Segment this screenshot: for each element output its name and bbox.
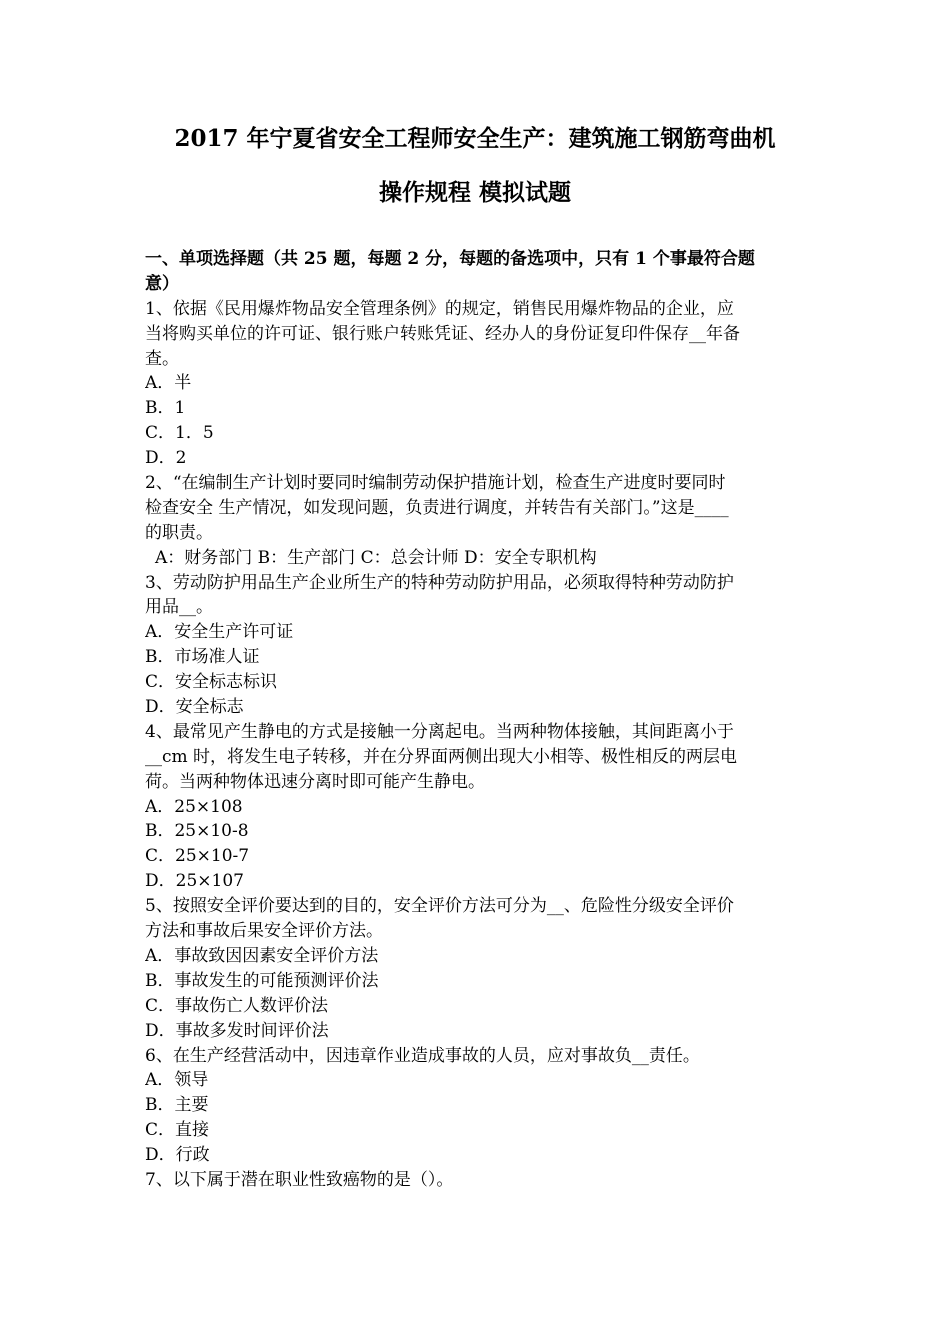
question-text: 2、“在编制生产计划时要同时编制劳动保护措施计划，检查生产进度时要同时 <box>145 473 726 494</box>
question-text: 查。 <box>145 348 179 369</box>
document-title-line-1: 2017 年宁夏省安全工程师安全生产：建筑施工钢筋弯曲机 <box>174 125 776 152</box>
answer-option: D．安全标志 <box>145 697 244 718</box>
answer-option: D．事故多发时间评价法 <box>145 1020 329 1041</box>
answer-option: C．安全标志标识 <box>145 672 278 693</box>
question-list <box>145 297 810 1193</box>
question-text: 4、最常见产生静电的方式是接触一分离起电。当两种物体接触，其间距离小于 <box>145 721 734 742</box>
answer-option: A．事故致因因素安全评价方法 <box>145 945 379 966</box>
answer-option: C．25×10-7 <box>145 846 250 867</box>
answer-option: B．市场准人证 <box>145 647 260 668</box>
question-text: 的职责。 <box>145 522 213 543</box>
answer-option: B．25×10-8 <box>145 821 249 842</box>
answer-option: A．领导 <box>145 1070 209 1091</box>
question-text: 检查安全 生产情况，如发现问题，负责进行调度，并转告有关部门。”这是____ <box>145 497 729 518</box>
question-text: 6、在生产经营活动中，因违章作业造成事故的人员，应对事故负__责任。 <box>145 1045 700 1066</box>
answer-option: B．1 <box>145 398 186 419</box>
question-text: 荷。当两种物体迅速分离时即可能产生静电。 <box>145 771 485 792</box>
section-heading-continued: 意） <box>145 273 179 294</box>
question-text: 用品__。 <box>145 597 213 618</box>
document-body <box>145 247 810 1193</box>
question-text: 5、按照安全评价要达到的目的，安全评价方法可分为__、危险性分级安全评价 <box>145 896 734 917</box>
section-heading: 一、单项选择题（共 25 题，每题 2 分，每题的备选项中，只有 1 个事最符合题 <box>145 249 755 269</box>
question-text: __cm 时，将发生电子转移，并在分界面两侧出现大小相等、极性相反的两层电 <box>145 746 738 767</box>
question-text: 3、劳动防护用品生产企业所生产的特种劳动防护用品，必须取得特种劳动防护 <box>145 572 734 593</box>
answer-option: D．2 <box>145 448 187 469</box>
answer-option: D．行政 <box>145 1145 210 1166</box>
answer-option: B．主要 <box>145 1095 209 1116</box>
question-text: 7、以下属于潜在职业性致癌物的是（）。 <box>145 1169 454 1190</box>
answer-option: A．安全生产许可证 <box>145 622 294 643</box>
answer-option: D．25×107 <box>145 871 244 892</box>
answer-option: A．25×108 <box>145 796 243 817</box>
answer-option: A：财务部门 B：生产部门 C：总会计师 D：安全专职机构 <box>155 547 597 568</box>
document-title-line-2: 操作规程 模拟试题 <box>378 179 571 206</box>
question-text: 方法和事故后果安全评价方法。 <box>145 921 383 942</box>
question-text: 当将购买单位的许可证、银行账户转账凭证、经办人的身份证复印件保存__年备 <box>145 323 740 344</box>
answer-option: C．直接 <box>145 1120 210 1141</box>
answer-option: C．1．5 <box>145 423 214 444</box>
answer-option: A．半 <box>145 373 192 394</box>
question-text: 1、依据《民用爆炸物品安全管理条例》的规定，销售民用爆炸物品的企业，应 <box>145 298 734 319</box>
answer-option: C．事故伤亡人数评价法 <box>145 995 329 1016</box>
answer-option: B．事故发生的可能预测评价法 <box>145 970 379 991</box>
